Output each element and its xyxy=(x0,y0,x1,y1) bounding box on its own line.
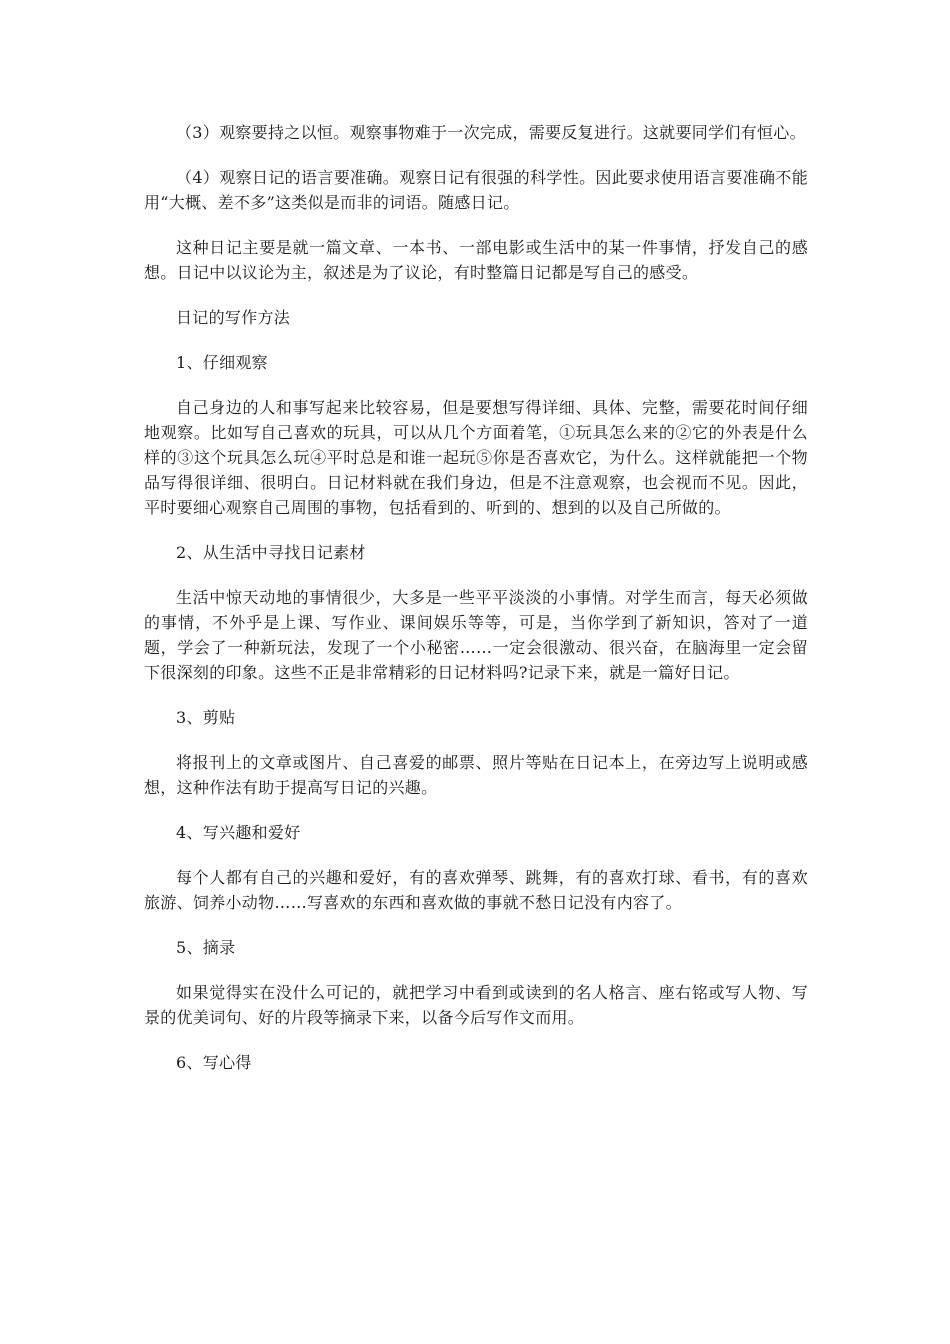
method-heading-4: 4、写兴趣和爱好 xyxy=(176,823,301,842)
method-heading-5: 5、摘录 xyxy=(176,938,236,957)
paragraph-method-5: 如果觉得实在没什么可记的，就把学习中看到或读到的名人格言、座右铭或写人物、写景的优美词句、好的片段等摘录下来，以备今后写作文而用。 xyxy=(144,983,808,1027)
paragraph-observation-persistence: （3）观察要持之以恒。观察事物难于一次完成，需要反复进行。这就要同学们有恒心。 xyxy=(176,123,806,142)
paragraph-reflection-diary: 这种日记主要是就一篇文章、一本书、一部电影或生活中的某一件事情，抒发自己的感想。日记中以议论为主，叙述是为了议论，有时整篇日记都是写自己的感受。 xyxy=(144,238,808,282)
method-heading-2: 2、从生活中寻找日记素材 xyxy=(176,543,366,562)
paragraph-method-4: 每个人都有自己的兴趣和爱好，有的喜欢弹琴、跳舞，有的喜欢打球、看书，有的喜欢旅游、饲养小动物……写喜欢的东西和喜欢做的事就不愁日记没有内容了。 xyxy=(144,868,808,912)
paragraph-method-3: 将报刊上的文章或图片、自己喜爱的邮票、照片等贴在日记本上，在旁边写上说明或感想，这种作法有助于提高写日记的兴趣。 xyxy=(144,753,808,797)
paragraph-observation-language: （4）观察日记的语言要准确。观察日记有很强的科学性。因此要求使用语言要准确不能用“大概、差不多”这类似是而非的词语。随感日记。 xyxy=(144,168,808,212)
section-heading-writing-methods: 日记的写作方法 xyxy=(176,308,291,327)
paragraph-method-1: 自己身边的人和事写起来比较容易，但是要想写得详细、具体、完整，需要花时间仔细地观察。比如写自己喜欢的玩具，可以从几个方面着笔，①玩具怎么来的②它的外表是什么样的③这个玩具怎么玩④平时总是和谁一起玩⑤你是否喜欢它，为什么。这样就能把一个物品写得很详细、很明白。日记材料就在我们身边，但是不注意观察，也会视而不见。因此，平时要细心观察自己周围的事物，包括看到的、听到的、想到的以及自己所做的。 xyxy=(144,398,808,517)
document-page xyxy=(144,120,808,1095)
paragraph-method-2: 生活中惊天动地的事情很少，大多是一些平平淡淡的小事情。对学生而言，每天必须做的事情，不外乎是上课、写作业、课间娱乐等等，可是，当你学到了新知识，答对了一道题，学会了一种新玩法，发现了一个小秘密……一定会很激动、很兴奋，在脑海里一定会留下很深刻的印象。这些不正是非常精彩的日记材料吗?记录下来，就是一篇好日记。 xyxy=(144,588,808,682)
method-heading-3: 3、剪贴 xyxy=(176,708,236,727)
method-heading-1: 1、仔细观察 xyxy=(176,353,268,372)
method-heading-6: 6、写心得 xyxy=(176,1053,252,1072)
